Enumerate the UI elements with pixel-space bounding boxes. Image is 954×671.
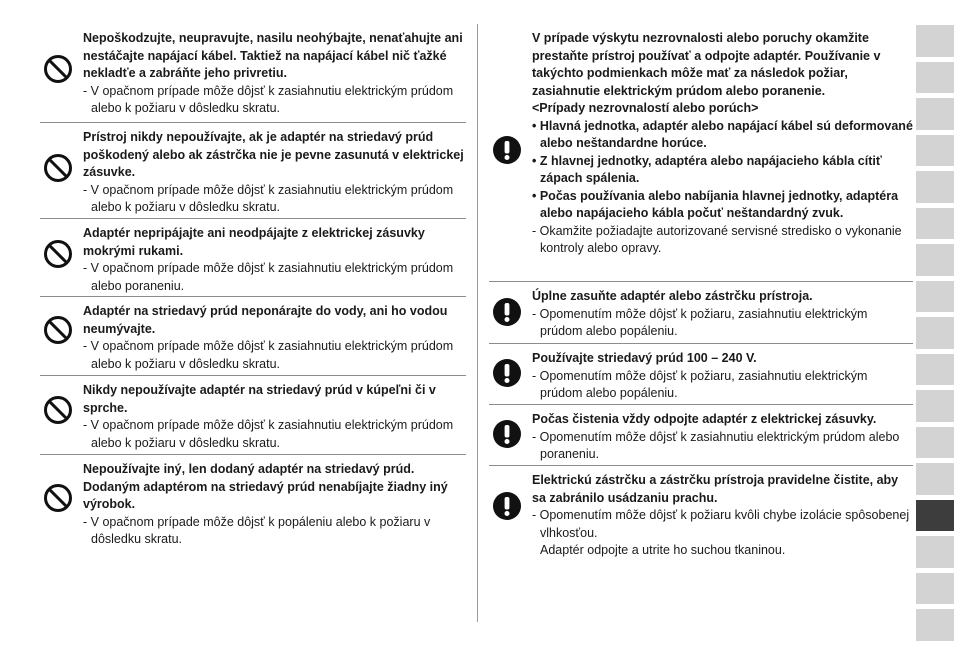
warning-heading: Prístroj nikdy nepoužívajte, ak je adaptér na striedavý prúd poškodený alebo ak zástrčka nie je pevne zasunutá v elektrickej zásuvke.: [83, 130, 464, 179]
bullet-item: • Z hlavnej jednotky, adaptéra alebo napájacieho kábla cítiť zápach spálenia.: [532, 153, 882, 185]
prohibition-icon: [43, 395, 73, 425]
section-tab[interactable]: [916, 463, 954, 495]
warning-heading: Nepoškodzujte, neupravujte, nasilu neohýbajte, nenaťahujte ani nestáčajte napájací kábel. Taktiež na napájací kábel nič ťažké nekladťe a zabráňte jeho privretiu.: [83, 31, 463, 80]
warning-block: [40, 219, 466, 297]
warning-block: [489, 24, 913, 282]
prohibition-icon: [43, 153, 73, 183]
warning-note: - Opomenutím môže dôjsť k zasiahnutiu elektrickým prúdom alebo poraneniu.: [532, 429, 900, 461]
warning-heading: V prípade výskytu nezrovnalosti alebo poruchy okamžite prestaňte prístroj používať a odpojte adaptér. Používanie v takýchto podmienkach môže mať za následok požiar, zasiahnutie elektrickým prúdom alebo poranenie.: [532, 31, 881, 98]
left-column: [40, 24, 466, 551]
warning-block: [489, 282, 913, 344]
section-tabs: [916, 25, 954, 646]
prohibition-icon: [43, 483, 73, 513]
mandatory-icon: [492, 135, 522, 165]
warning-block: [489, 405, 913, 466]
right-column: [489, 24, 913, 566]
warning-note: - V opačnom prípade môže dôjsť k popáleniu alebo k požiaru v dôsledku skratu.: [83, 514, 431, 546]
mandatory-icon: [492, 419, 522, 449]
section-tab[interactable]: [916, 208, 954, 240]
prohibition-icon: [43, 239, 73, 269]
warning-note: - V opačnom prípade môže dôjsť k zasiahnutiu elektrickým prúdom alebo poraneniu.: [83, 261, 454, 293]
section-tab[interactable]: [916, 135, 954, 167]
warning-block: [40, 24, 466, 123]
mandatory-icon: [492, 358, 522, 388]
warning-note: - V opačnom prípade môže dôjsť k zasiahnutiu elektrickým prúdom alebo k požiaru v dôsledku skratu.: [83, 83, 454, 115]
section-tab[interactable]: [916, 281, 954, 313]
section-tab[interactable]: [916, 573, 954, 605]
warning-note: - Opomenutím môže dôjsť k požiaru, zasiahnutiu elektrickým prúdom alebo popáleniu.: [532, 368, 868, 400]
mandatory-icon: [492, 491, 522, 521]
bullet-item: • Hlavná jednotka, adaptér alebo napájací kábel sú deformované alebo neštandardne horúce.: [532, 118, 913, 150]
warning-note: - V opačnom prípade môže dôjsť k zasiahnutiu elektrickým prúdom alebo k požiaru v dôsledku skratu.: [83, 418, 454, 450]
section-tab[interactable]: [916, 244, 954, 276]
warning-block: [40, 123, 466, 219]
warning-note: [532, 507, 913, 560]
section-tab-active[interactable]: [916, 500, 954, 532]
warning-block: [40, 376, 466, 455]
warning-heading: Adaptér na striedavý prúd neponárajte do vody, ani ho vodou neumývajte.: [83, 304, 448, 336]
warning-note-text: - Opomenutím môže dôjsť k požiaru kvôli chybe izolácie spôsobenej vlhkosťou.: [532, 508, 910, 540]
warning-note: - Okamžite požiadajte autorizované servisné stredisko o vykonanie kontroly alebo opravy.: [532, 223, 902, 255]
warning-note: - V opačnom prípade môže dôjsť k zasiahnutiu elektrickým prúdom alebo k požiaru v dôsledku skratu.: [83, 182, 454, 214]
mandatory-icon: [492, 297, 522, 327]
section-tab[interactable]: [916, 427, 954, 459]
section-tab[interactable]: [916, 25, 954, 57]
section-tab[interactable]: [916, 354, 954, 386]
warning-subheading: <Prípady nezrovnalostí alebo porúch>: [532, 101, 759, 115]
warning-heading: Úplne zasuňte adaptér alebo zástrčku prístroja.: [532, 289, 813, 303]
warning-heading: Počas čistenia vždy odpojte adaptér z elektrickej zásuvky.: [532, 412, 877, 426]
warning-block: [40, 297, 466, 376]
warning-heading: Nikdy nepoužívajte adaptér na striedavý prúd v kúpeľni či v sprche.: [83, 383, 436, 415]
warning-note: - Opomenutím môže dôjsť k požiaru, zasiahnutiu elektrickým prúdom alebo popáleniu.: [532, 306, 868, 338]
prohibition-icon: [43, 54, 73, 84]
warning-heading: Adaptér nepripájajte ani neodpájajte z elektrickej zásuvky mokrými rukami.: [83, 226, 425, 258]
warning-heading: Elektrickú zástrčku a zástrčku prístroja pravidelne čistite, aby sa zabránilo usádzaniu prachu.: [532, 473, 899, 505]
section-tab[interactable]: [916, 98, 954, 130]
warning-note: - V opačnom prípade môže dôjsť k zasiahnutiu elektrickým prúdom alebo k požiaru v dôsledku skratu.: [83, 339, 454, 371]
section-tab[interactable]: [916, 609, 954, 641]
section-tab[interactable]: [916, 536, 954, 568]
warning-block: [489, 344, 913, 405]
prohibition-icon: [43, 315, 73, 345]
section-tab[interactable]: [916, 171, 954, 203]
warning-block: [489, 466, 913, 566]
section-tab[interactable]: [916, 390, 954, 422]
warning-block: [40, 455, 466, 551]
warning-heading: Nepoužívajte iný, len dodaný adaptér na striedavý prúd. Dodaným adaptérom na striedavý prúd nenabíjajte žiadny iný výrobok.: [83, 462, 448, 511]
column-divider: [477, 24, 478, 622]
bullet-item: • Počas používania alebo nabíjania hlavnej jednotky, adaptéra alebo napájacieho kábla počuť neštandardný zvuk.: [532, 188, 899, 220]
warning-note-extra: Adaptér odpojte a utrite ho suchou tkaninou.: [540, 543, 786, 557]
section-tab[interactable]: [916, 317, 954, 349]
warning-heading: Používajte striedavý prúd 100 – 240 V.: [532, 351, 757, 365]
section-tab[interactable]: [916, 62, 954, 94]
